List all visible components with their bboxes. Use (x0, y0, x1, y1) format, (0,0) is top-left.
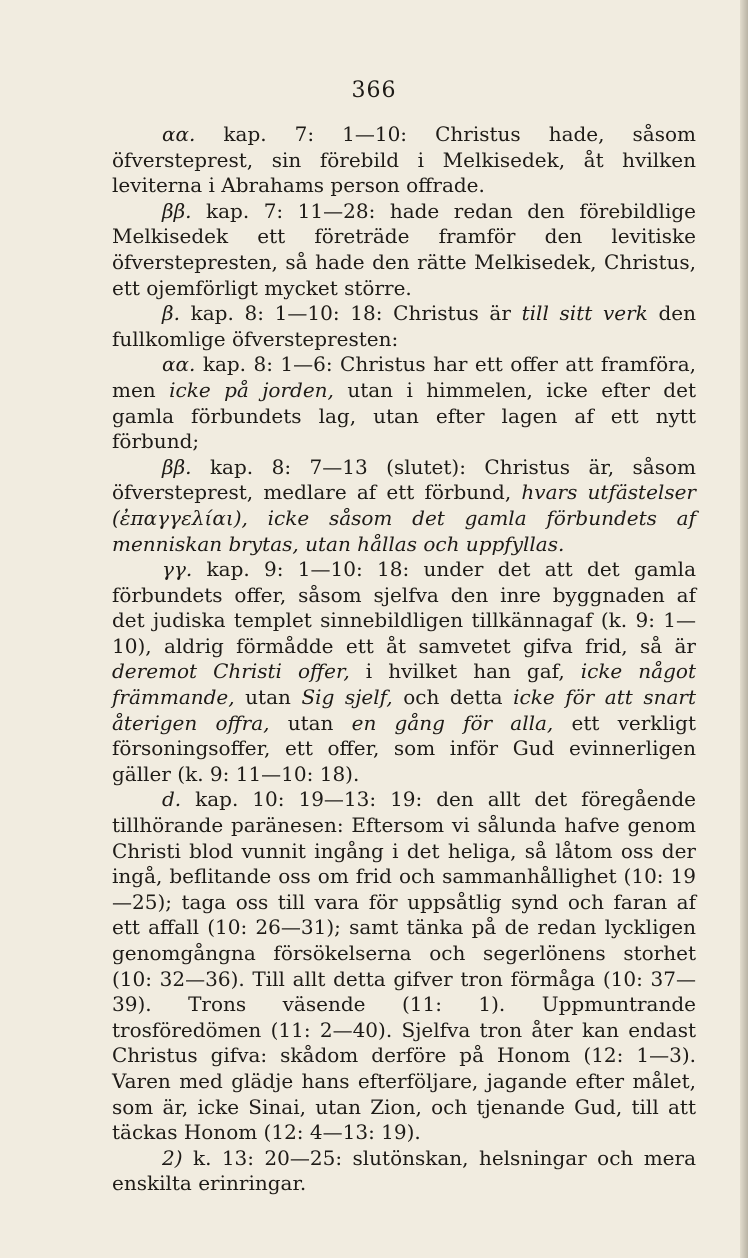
paragraph (112, 301, 696, 352)
paragraph-label: αα. (162, 352, 196, 377)
text-run: kap. 8: 7—13 (slutet): Christus är, såsom öfversteprest, medlare af ett förbund, (112, 454, 696, 505)
paragraph (112, 352, 696, 454)
text-run: kap. 7: 11—28: hade redan den förebildlige Melkisedek ett företräde framför den levitiske öfverstepresten, så hade den rätte Melkisedek, Christus, ett ojemförligt mycket större. (112, 198, 696, 300)
paragraph (112, 1146, 696, 1197)
paragraph (112, 122, 696, 199)
page-edge (740, 0, 748, 1258)
paragraph-label: d. (162, 787, 182, 812)
paragraph (112, 455, 696, 557)
page-number: 366 (351, 78, 397, 103)
paragraph-label: ββ. (162, 198, 192, 223)
text-run: utan (269, 710, 352, 735)
text-run: utan (234, 685, 302, 710)
text-run: kap. 8: 1—10: 18: Christus är (179, 301, 522, 326)
emphasis-text: hvars utfästelser (ἐπαγγελίαι), icke såsom det gamla förbundets af menniskan brytas, utan hållas och uppfyllas. (112, 480, 696, 556)
text-run: kap. 9: 1—10: 18: under det att det gamla förbundets offer, såsom sjelfva den inre byggnaden af det judiska templet sinnebildligen tillkännagaf (k. 9: 1—10), aldrig förmådde ett åt samvetet gifva frid, så är (112, 557, 696, 658)
text-run: utan i himmelen, icke efter det gamla förbundets lag, utan efter lagen af ett nytt förbund; (112, 377, 696, 454)
text-run: ett verkligt försoningsoffer, ett offer, som inför Gud evinnerligen gäller (k. 9: 11—10: 18). (112, 710, 697, 786)
paragraph-label: 2) (162, 1145, 183, 1170)
text-run: kap. 10: 19—13: 19: den allt det föregående tillhörande paränesen: Eftersom vi sålunda hafve genom Christi blod vunnit ingång i det heliga, så låtom oss der ingå, beflitande oss om frid och sammanhållighet (10: 19—25); taga oss till vara för uppsåtlig synd och faran af ett affall (10: 26—31); samt tänka på de redan lyckligen genomgångna försökelserna och segerlönens storhet (10: 32—36). Till allt detta gifver tron förmåga (10: 37—39). Trons väsende (11: 1). Uppmuntrande trosföredömen (11: 2—40). Sjelfva tron åter kan endast Christus gifva: skådom derföre på Honom (12: 1—3). Varen med glädje hans efterföljare, jagande efter målet, som är, icke Sinai, utan Zion, och tjenande Gud, till att täckas Honom (12: 4—13: 19). (112, 787, 696, 1145)
emphasis-text: icke för att snart återigen offra, (112, 685, 696, 735)
text-run: k. 13: 20—25: slutönskan, helsningar och mera enskilta erinringar. (112, 1145, 696, 1196)
text-run: kap. 8: 1—6: Christus har ett offer att framföra, men (112, 352, 696, 402)
emphasis-text: icke på jorden, (169, 377, 334, 402)
paragraph-label: αα. (162, 122, 196, 146)
paragraph (112, 199, 696, 301)
paragraph-label: γγ. (162, 557, 193, 582)
emphasis-text: till sitt verk (521, 301, 648, 326)
paragraph-label: β. (162, 301, 180, 326)
paragraph-label: ββ. (162, 454, 192, 479)
paragraph (112, 557, 696, 787)
emphasis-text: icke något främmande, (112, 659, 696, 710)
emphasis-text: Sig sjelf, (301, 685, 393, 710)
text-run: kap. 7: 1—10: Christus hade, såsom öfversteprest, sin förebild i Melkisedek, åt hvilken leviterna i Abrahams person offrade. (112, 122, 696, 198)
text-run: och detta (392, 685, 514, 710)
paragraph (112, 787, 696, 1145)
text-block (112, 122, 696, 1197)
text-run: den fullkomlige öfverstepresten: (112, 301, 696, 351)
emphasis-text: en gång för alla, (351, 710, 554, 735)
emphasis-text: deremot Christi offer, (112, 659, 350, 684)
text-run: i hvilket han gaf, (349, 659, 581, 684)
